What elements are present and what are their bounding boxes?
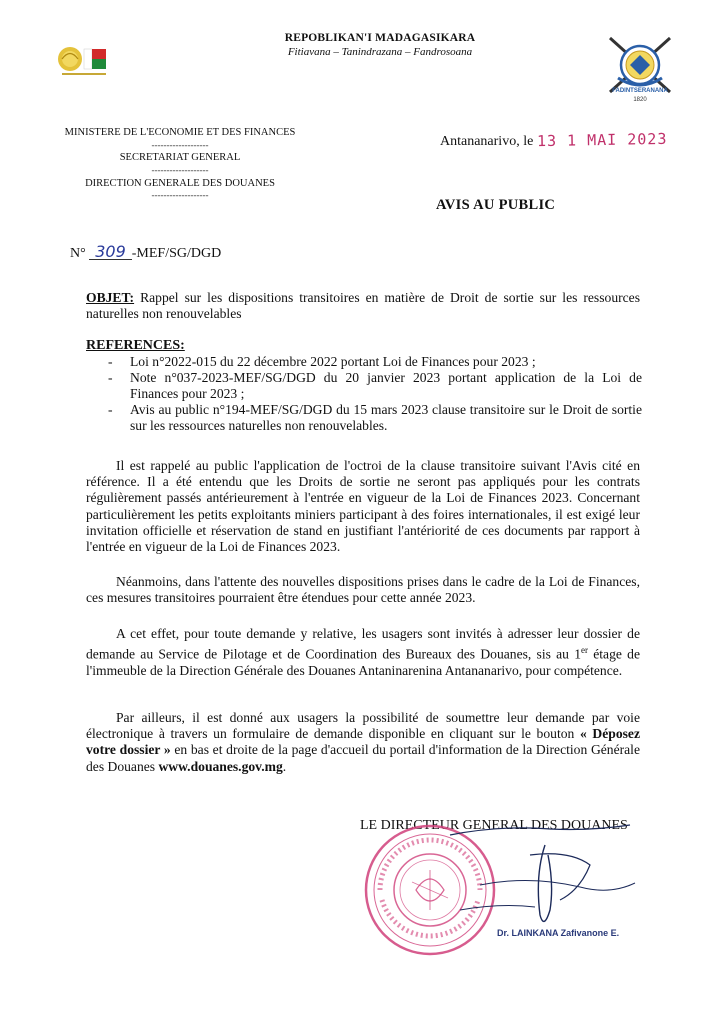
date-stamp: 13 1 MAI 2023	[536, 129, 668, 151]
reference-text: Loi n°2022-015 du 22 décembre 2022 portant Loi de Finances pour 2023 ;	[130, 354, 536, 369]
signer-title: LE DIRECTEUR GENERAL DES DOUANES	[360, 818, 628, 833]
paragraph-3	[86, 626, 640, 679]
subject-text: Rappel sur les dispositions transitoires en matière de Droit de sortie sur les ressources naturelles non renouvelables	[86, 290, 640, 322]
number-prefix: N°	[70, 246, 86, 261]
signer-name: Dr. LAINKANA Zafivanone E.	[497, 928, 620, 938]
reference-item: - Avis au public n°194-MEF/SG/DGD du 15 mars 2023 clause transitoire sur le Droit de sortie sur les ressources naturelles non renouvelables.	[108, 402, 642, 433]
paragraph-4-end: .	[282, 758, 287, 774]
ministry-logo-icon	[54, 42, 110, 78]
paragraph-2: Néanmoins, dans l'attente des nouvelles dispositions prises dans le cadre de la Loi de Finances, ces mesures transitoires pourraient être étendues pour cette année 2023.	[86, 574, 640, 606]
reference-item: - Note n°037-2023-MEF/SG/DGD du 20 janvier 2023 portant application de la Loi de Finances pour 2023 ;	[108, 370, 642, 401]
reference-text: Note n°037-2023-MEF/SG/DGD du 20 janvier 2023 portant application de la Loi de Finances pour 2023 ;	[130, 370, 642, 401]
customs-emblem-icon	[600, 28, 680, 108]
references-list	[86, 354, 642, 434]
paragraph-4	[86, 710, 640, 775]
divider: -------------------	[151, 165, 209, 175]
number-suffix: -MEF/SG/DGD	[131, 246, 222, 261]
paragraph-3-text: A cet effet, pour toute demande y relative, les usagers sont invités à adresser leur dossier de demande au Service de Pilotage et de Coordination des Bureaux des Douanes, sis au 1	[86, 626, 640, 662]
emblem-year: 1820	[633, 97, 647, 103]
paragraph-4-text: Par ailleurs, il est donné aux usagers la possibilité de soumettre leur demande par voie électronique à travers un formulaire de demande disponible en cliquant sur le bouton	[86, 710, 640, 742]
reference-item: - Loi n°2022-015 du 22 décembre 2022 portant Loi de Finances pour 2023 ;	[108, 354, 536, 369]
reference-text: Avis au public n°194-MEF/SG/DGD du 15 mars 2023 clause transitoire sur le Droit de sortie sur les ressources naturelles non renouvelables.	[130, 402, 642, 433]
emblem-caption: FADINTSERANANA	[612, 88, 668, 94]
secretariat-name: SECRETARIAT GENERAL	[119, 152, 241, 163]
paragraph-1: Il est rappelé au public l'application de l'octroi de la clause transitoire suivant l'Avis cité en référence. Il a été entendu que les Droits de sortie ne seront pas appliqués pour les contrats régulièrement passés antérieurement à l'entrée en vigueur de la Loi de Finances 2023. Concernant particulièrement les petits exploitants miniers participant à des foires internationales, il est exigé leur invitation officielle et réservation de stand en justifiant l'antériorité de ces documents par rapport à l'entrée en vigueur de la Loi de Finances 2023.	[86, 458, 640, 555]
direction-name: DIRECTION GENERALE DES DOUANES	[85, 178, 275, 189]
subject-label: OBJET:	[86, 290, 135, 305]
republic-name: REPOBLIKAN'I MADAGASIKARA	[284, 32, 476, 44]
notice-number	[70, 242, 222, 262]
references-title: REFERENCES:	[86, 338, 185, 353]
paragraph-3-text: étage de l'immeuble de la Direction Générale des Douanes Antaninarenina Antananarivo, pour compétence.	[86, 646, 640, 678]
superscript: er	[581, 645, 588, 656]
website-link[interactable]: www.douanes.gov.mg	[158, 758, 283, 774]
subject	[86, 290, 640, 322]
handwritten-number: 309	[89, 245, 132, 260]
paragraph-4-text: en bas et droite de la page d'accueil du portail d'information de la Direction Générale des Douanes	[86, 742, 640, 774]
document-date	[440, 131, 667, 150]
notice-title: AVIS AU PUBLIC	[436, 197, 556, 213]
divider: -------------------	[151, 140, 209, 150]
handwritten-signature-icon	[440, 815, 640, 935]
date-prefix: Antananarivo, le	[440, 134, 534, 149]
ministry-name: MINISTERE DE L'ECONOMIE ET DES FINANCES	[64, 127, 296, 138]
divider: -------------------	[151, 190, 209, 200]
republic-motto: Fitiavana – Tanindrazana – Fandrosoana	[287, 46, 473, 58]
submit-button-reference: « Déposez votre dossier »	[86, 726, 640, 758]
